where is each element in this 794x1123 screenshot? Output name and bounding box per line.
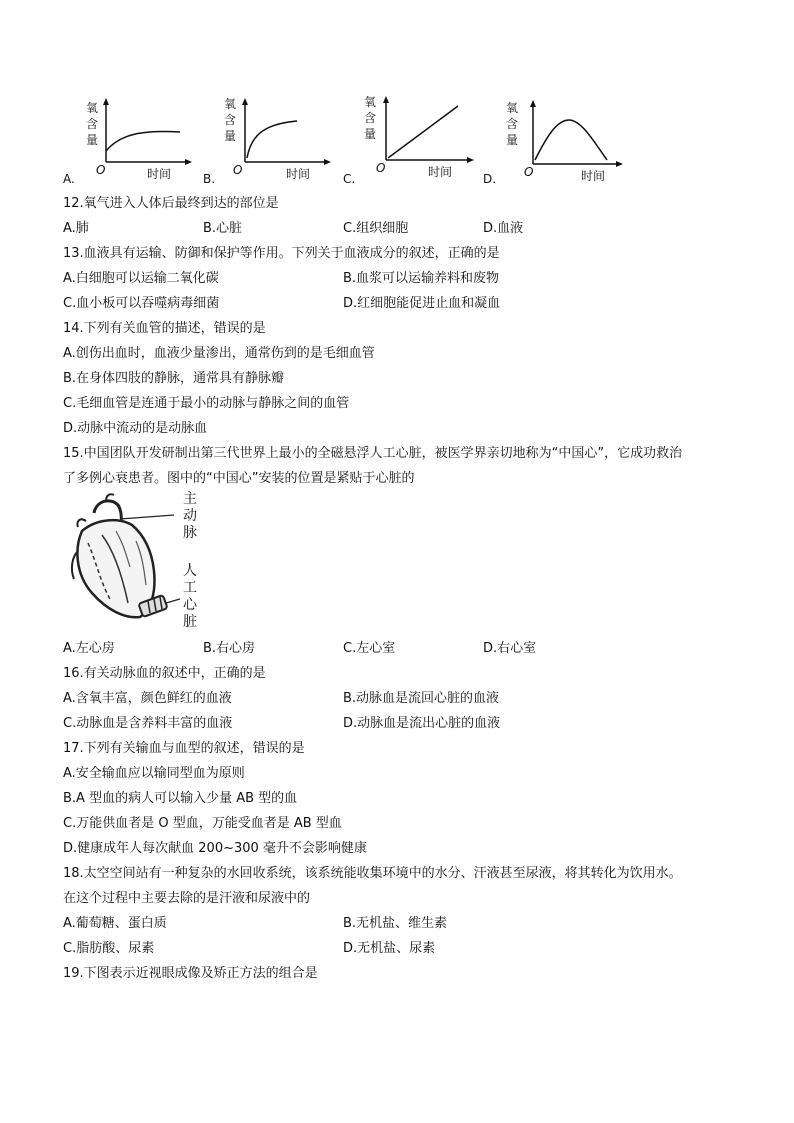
option-d[interactable]: D.无机盐、尿素 (343, 941, 436, 956)
aorta-pointer-line (120, 515, 174, 519)
option-c[interactable]: C.万能供血者是 O 型血，万能受血者是 AB 型血 (63, 816, 342, 831)
option-c[interactable]: C.动脉血是含养料丰富的血液 (63, 716, 233, 731)
y-axis-arrow (103, 98, 109, 105)
question-15-stem-line-1: 15.中国团队开发研制出第三代世界上最小的全磁悬浮人工心脏，被医学界亲切地称为“中国心”，它成功救治 (63, 446, 683, 461)
oxygen-time-graph-b (201, 96, 336, 188)
vessel-branch (77, 519, 86, 527)
option-letter: C. (343, 172, 356, 186)
option-a[interactable]: A.葡萄糖、蛋白质 (63, 916, 167, 931)
option-b[interactable]: B.血浆可以运输养料和废物 (343, 271, 500, 286)
y-axis-arrow (242, 98, 248, 105)
y-label-char: 量 (364, 127, 377, 141)
option-b[interactable]: B.在身体四肢的静脉，通常具有静脉瓣 (63, 371, 285, 386)
y-label-char: 氧 (224, 97, 237, 111)
curve-b (247, 121, 297, 158)
oxygen-time-graph-d (481, 96, 631, 188)
option-b[interactable]: B.右心房 (203, 641, 256, 656)
y-label-char: 氧 (86, 101, 99, 115)
option-c[interactable]: C.血小板可以吞噬病毒细菌 (63, 296, 220, 311)
question-18-stem-line-1: 18.太空空间站有一种复杂的水回收系统，该系统能收集环境中的水分、汗液甚至尿液，将其转化为饮用水。 (63, 866, 682, 881)
graph-option-c[interactable] (342, 96, 477, 188)
oxygen-time-graph-c (342, 96, 477, 188)
x-label: 时间 (286, 167, 311, 181)
x-label: 时间 (428, 165, 453, 179)
option-d[interactable]: D.动脉血是流出心脏的血液 (343, 716, 501, 731)
question-13-stem: 13.血液具有运输、防御和保护等作用。下列关于血液成分的叙述，正确的是 (63, 246, 500, 261)
x-axis-arrow (185, 159, 192, 165)
option-a[interactable]: A.含氧丰富，颜色鲜红的血液 (63, 691, 232, 706)
question-12-stem: 12.氧气进入人体后最终到达的部位是 (63, 196, 279, 211)
curve-a (106, 132, 180, 151)
aorta-label: 主 动 脉 (183, 491, 197, 541)
curve-c (388, 106, 458, 158)
y-axis-arrow (530, 100, 536, 107)
question-15-stem-line-2: 了多例心衰患者。图中的“中国心”安装的位置是紧贴于心脏的 (63, 471, 415, 486)
y-label-char: 量 (224, 129, 237, 143)
origin-label: O (376, 161, 386, 175)
y-label-char: 量 (86, 133, 99, 147)
option-c[interactable]: C.左心室 (343, 641, 396, 656)
option-letter: B. (203, 172, 216, 186)
artificial-heart-label: 人 工 心 脏 (183, 563, 197, 630)
y-label-char: 量 (506, 133, 519, 147)
y-label-char: 氧 (506, 101, 519, 115)
origin-label: O (233, 163, 243, 177)
question-14-stem: 14.下列有关血管的描述，错误的是 (63, 321, 266, 336)
y-label-char: 含 (224, 113, 237, 127)
question-17-stem: 17.下列有关输血与血型的叙述，错误的是 (63, 741, 305, 756)
question-16-stem: 16.有关动脉血的叙述中，正确的是 (63, 666, 266, 681)
option-a[interactable]: A.安全输血应以输同型血为原则 (63, 766, 245, 781)
option-c[interactable]: C.脂肪酸、尿素 (63, 941, 155, 956)
option-d[interactable]: D.右心室 (483, 641, 537, 656)
y-label-char: 含 (86, 117, 99, 131)
origin-label: O (96, 163, 106, 177)
x-axis-arrow (324, 159, 331, 165)
question-19-stem: 19.下图表示近视眼成像及矫正方法的组合是 (63, 966, 318, 981)
option-a[interactable]: A.白细胞可以运输二氧化碳 (63, 271, 219, 286)
option-d[interactable]: D.动脉中流动的是动脉血 (63, 421, 208, 436)
x-axis-arrow (467, 157, 474, 163)
option-c[interactable]: C.毛细血管是连通于最小的动脉与静脉之间的血管 (63, 396, 350, 411)
option-a[interactable]: A.肺 (63, 221, 89, 236)
device-pointer-line (166, 599, 180, 603)
question-18-stem-line-2: 在这个过程中主要去除的是汗液和尿液中的 (63, 891, 311, 906)
y-label-char: 含 (364, 111, 377, 125)
origin-label: O (524, 165, 534, 179)
y-axis-arrow (383, 96, 389, 103)
option-c[interactable]: C.组织细胞 (343, 221, 409, 236)
option-a[interactable]: A.左心房 (63, 641, 115, 656)
option-a[interactable]: A.创伤出血时，血液少量渗出，通常伤到的是毛细血管 (63, 346, 375, 361)
heart-figure (66, 491, 211, 631)
x-label: 时间 (147, 167, 172, 181)
option-b[interactable]: B.心脏 (203, 221, 243, 236)
option-b[interactable]: B.动脉血是流回心脏的血液 (343, 691, 500, 706)
oxygen-time-graph-a (62, 96, 197, 188)
option-d[interactable]: D.红细胞能促进止血和凝血 (343, 296, 501, 311)
option-d[interactable]: D.健康成年人每次献血 200~300 毫升不会影响健康 (63, 841, 367, 856)
y-label-char: 含 (506, 117, 519, 131)
option-letter: D. (483, 172, 497, 186)
curve-d (535, 120, 607, 160)
option-b[interactable]: B.无机盐、维生素 (343, 916, 448, 931)
y-label-char: 氧 (364, 96, 377, 109)
graph-option-a[interactable] (62, 96, 197, 188)
graph-option-d[interactable] (481, 96, 631, 188)
option-letter: A. (63, 172, 75, 186)
x-axis-arrow (616, 161, 623, 167)
option-d[interactable]: D.血液 (483, 221, 524, 236)
graph-option-b[interactable] (201, 96, 336, 188)
option-b[interactable]: B.A 型血的病人可以输入少量 AB 型的血 (63, 791, 298, 806)
x-label: 时间 (581, 169, 606, 183)
